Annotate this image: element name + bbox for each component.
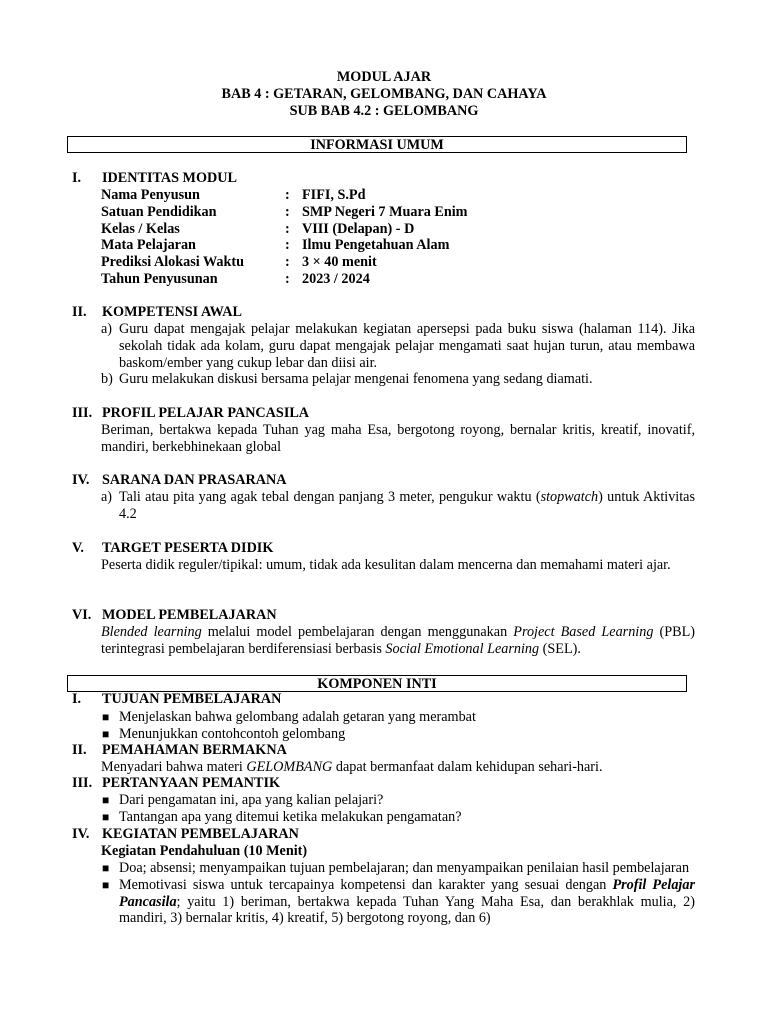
section-title: IDENTITAS MODUL	[102, 170, 237, 186]
section-number: III.	[72, 775, 93, 791]
list-item	[101, 809, 695, 826]
italic-term: Social Emotional Learning	[385, 640, 540, 657]
list-item	[101, 877, 695, 927]
section-title: TARGET PESERTA DIDIK	[102, 540, 274, 556]
section-title: KEGIATAN PEMBELAJARAN	[102, 826, 299, 842]
section-number: II.	[72, 742, 87, 758]
identitas-value: FIFI, S.Pd	[302, 187, 366, 203]
colon: :	[285, 203, 290, 220]
colon: :	[285, 270, 290, 287]
komponen-inti-heading: KOMPONEN INTI	[67, 675, 687, 692]
colon: :	[285, 220, 290, 237]
kompetensi-list	[101, 321, 695, 388]
section-title: PERTANYAAN PEMANTIK	[102, 775, 281, 791]
identitas-key: Tahun Penyusunan	[101, 270, 218, 287]
list-item	[101, 709, 695, 726]
identitas-value: VIII (Delapan) - D	[302, 220, 415, 237]
bullet-icon: ■	[102, 793, 110, 807]
module-title-block	[0, 69, 768, 120]
section-model-heading	[72, 607, 277, 624]
list-marker: a)	[101, 489, 113, 505]
kegiatan-subtitle: Kegiatan Pendahuluan (10 Menit)	[101, 843, 308, 859]
kegiatan-list	[101, 860, 695, 927]
bold-italic-term: Profil Pelajar Pancasila	[119, 876, 695, 910]
section-number: IV.	[72, 472, 90, 488]
identitas-row	[101, 271, 468, 288]
pemahaman-text	[101, 759, 695, 776]
list-item	[101, 371, 695, 388]
section-pertanyaan-heading	[72, 775, 280, 792]
subchapter-title: SUB BAB 4.2 : GELOMBANG	[289, 103, 479, 119]
chapter-title: BAB 4 : GETARAN, GELOMBANG, DAN CAHAYA	[221, 86, 547, 102]
profil-text: Beriman, bertakwa kepada Tuhan yag maha Esa, bergotong royong, bernalar kritis, kreatif, inovatif, mandiri, berkebhinekaan global	[101, 422, 695, 455]
section-tujuan-heading	[72, 691, 281, 708]
identitas-key: Nama Penyusun	[101, 187, 200, 203]
italic-term: Blended learning	[101, 624, 202, 640]
bullet-icon: ■	[102, 877, 110, 892]
list-item-text: Guru dapat mengajak pelajar melakukan kegiatan apersepsi pada buku siswa (halaman 114). Jika sekolah tidak ada kolam, guru dapat mengajak pelajar mengamati saat hujan turun, atau membawa baskom/ember yang cukup lebar dan diisi air.	[119, 321, 695, 371]
identitas-value: Ilmu Pengetahuan Alam	[302, 237, 450, 254]
section-number: IV.	[72, 826, 90, 842]
list-item-text: ; yaitu 1) beriman, bertakwa kepada Tuhan Yang Maha Esa, dan berakhlak mulia, 2) mandiri, 3) bernalar kritis, 4) kreatif, 5) bergotong royong, dan 6)	[119, 893, 695, 927]
list-item	[101, 321, 695, 371]
section-sarana-heading	[72, 472, 286, 489]
section-number: III.	[72, 405, 93, 421]
section-title: PEMAHAMAN BERMAKNA	[102, 742, 287, 758]
section-title: MODEL PEMBELAJARAN	[102, 607, 277, 623]
section-number: II.	[72, 304, 87, 320]
identitas-row	[101, 187, 468, 204]
section-title: PROFIL PELAJAR PANCASILA	[102, 405, 310, 421]
tujuan-list	[101, 709, 695, 743]
identitas-key: Kelas / Kelas	[101, 220, 180, 237]
identitas-value: 3 × 40 menit	[302, 254, 377, 271]
list-item-text: Memotivasi siswa untuk tercapainya kompetensi dan karakter yang sesuai dengan	[119, 876, 613, 893]
identitas-value: SMP Negeri 7 Muara Enim	[302, 203, 468, 220]
identitas-row	[101, 237, 468, 254]
section-title: TUJUAN PEMBELAJARAN	[102, 691, 282, 707]
section-kegiatan-heading	[72, 826, 299, 843]
section-number: I.	[72, 170, 82, 186]
list-marker: a)	[101, 321, 113, 337]
list-item	[101, 860, 695, 877]
identitas-value: 2023 / 2024	[302, 270, 370, 287]
italic-term: stopwatch	[540, 489, 599, 505]
section-title: SARANA DAN PRASARANA	[102, 472, 287, 488]
text-run: Menyadari bahwa materi	[101, 759, 247, 775]
section-number: VI.	[72, 607, 92, 623]
section-profil-heading	[72, 405, 309, 422]
list-item	[101, 726, 695, 743]
section-kompetensi-heading	[72, 304, 242, 321]
text-run: (SEL).	[539, 640, 581, 657]
text-run: dapat bermanfaat dalam kehidupan sehari-hari.	[332, 759, 603, 775]
bullet-icon: ■	[102, 726, 110, 741]
list-marker: b)	[101, 371, 113, 388]
section-number: I.	[72, 691, 82, 707]
italic-term: GELOMBANG	[246, 759, 333, 775]
bullet-icon: ■	[102, 809, 110, 824]
section-identitas-heading	[72, 170, 237, 187]
identitas-table	[101, 187, 468, 288]
identitas-row	[101, 221, 468, 238]
section-number: V.	[72, 540, 84, 556]
sarana-list	[101, 489, 695, 523]
text-run: (PBL) terintegrasi pembelajaran berdiferensiasi berbasis	[101, 624, 695, 657]
identitas-row	[101, 204, 468, 221]
section-pemahaman-heading	[72, 742, 287, 759]
bullet-icon: ■	[102, 710, 110, 724]
list-item-text: Menjelaskan bahwa gelombang adalah getaran yang merambat	[119, 709, 476, 725]
section-target-heading	[72, 540, 273, 557]
list-item	[101, 792, 695, 809]
pertanyaan-list	[101, 792, 695, 826]
target-text: Peserta didik reguler/tipikal: umum, tidak ada kesulitan dalam mencerna dan memahami materi ajar.	[101, 557, 671, 573]
bullet-icon: ■	[102, 861, 110, 875]
identitas-key: Mata Pelajaran	[101, 237, 196, 254]
list-item-text: Doa; absensi; menyampaikan tujuan pembelajaran; dan menyampaikan penilaian hasil pembelajaran	[119, 860, 690, 876]
module-title: MODUL AJAR	[336, 69, 432, 85]
informasi-umum-heading: INFORMASI UMUM	[67, 136, 687, 153]
identitas-key: Prediksi Alokasi Waktu	[101, 254, 244, 271]
identitas-key: Satuan Pendidikan	[101, 203, 217, 220]
identitas-row	[101, 254, 468, 271]
model-text	[101, 624, 695, 658]
list-item	[101, 489, 695, 523]
colon: :	[285, 237, 290, 254]
italic-term: Project Based Learning	[513, 624, 654, 640]
list-item-text: Tali atau pita yang agak tebal dengan panjang 3 meter, pengukur waktu (	[119, 489, 541, 505]
colon: :	[285, 187, 290, 203]
section-title: KOMPETENSI AWAL	[102, 304, 242, 320]
list-item-text: Guru melakukan diskusi bersama pelajar mengenai fenomena yang sedang diamati.	[119, 371, 593, 388]
colon: :	[285, 254, 290, 271]
list-item-text: Menunjukkan contohcontoh gelombang	[119, 725, 346, 742]
list-item-text: ) untuk Aktivitas 4.2	[119, 489, 695, 522]
text-run: melalui model pembelajaran dengan menggunakan	[201, 624, 514, 640]
list-item-text: Tantangan apa yang ditemui ketika melakukan pengamatan?	[119, 808, 462, 825]
list-item-text: Dari pengamatan ini, apa yang kalian pelajari?	[119, 792, 384, 808]
